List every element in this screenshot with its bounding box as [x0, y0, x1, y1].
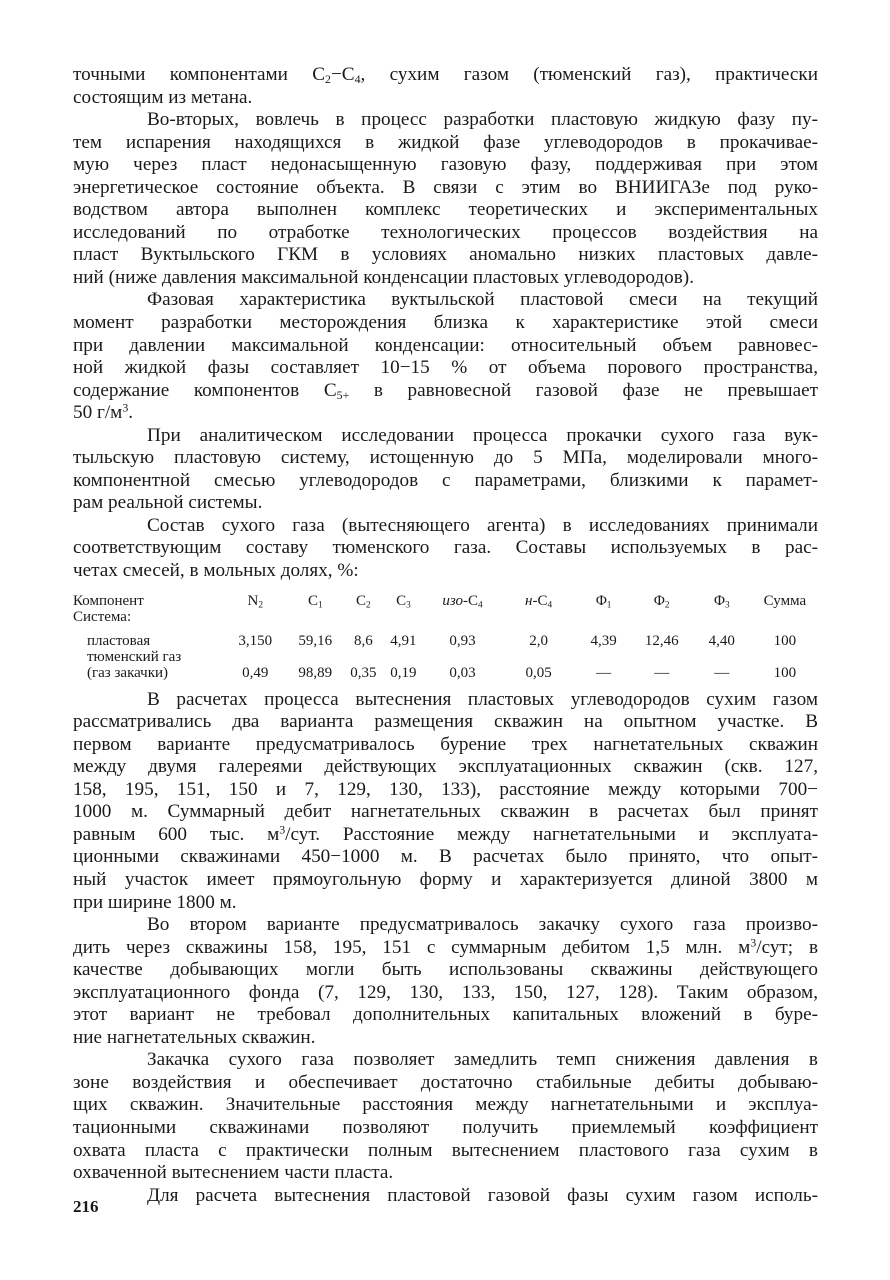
paragraph: [73, 64, 818, 109]
table-cell: 0,93: [449, 632, 476, 649]
table-cell: 100: [773, 632, 797, 649]
text-line: Для расчета вытеснения пластовой газовой фазы сухим газом исполь-: [147, 1184, 818, 1206]
paragraph: [73, 289, 818, 424]
table-cell: 8,6: [353, 632, 373, 649]
text-line: зоне воздействия и обеспечивает достаточно стабильные дебиты добываю-: [73, 1071, 818, 1093]
text-line: между двумя галереями действующих эксплуатационных скважин (скв. 127,: [73, 756, 818, 778]
text-line: равным 600 тыс. $м^3$/сут. Расстояние между нагнетательными и эксплуата-: [73, 823, 818, 845]
column-header: $н-C_4$: [525, 592, 553, 610]
text-line: при ширине 1800 м.: [73, 891, 237, 913]
table-row: [73, 625, 818, 649]
text-line: В расчетах процесса вытеснения пластовых углеводородов сухим газом: [147, 688, 818, 710]
text-line: ционными скважинами 450−1000 м. В расчетах было принято, что опыт-: [73, 846, 818, 868]
text-line: при давлении максимальной конденсации: относительный объем равновес-: [73, 334, 818, 356]
text-line: дить через скважины 158, 195, 151 с суммарным дебитом 1,5 млн. $м^3$/сут; в: [73, 936, 818, 958]
text-line: Закачка сухого газа позволяет замедлить темп снижения давления в: [147, 1049, 818, 1071]
paragraph: [73, 689, 818, 914]
text-line: соответствующим составу тюменского газа. Составы используемых в рас-: [73, 537, 818, 559]
paragraph: [73, 1185, 818, 1208]
column-header: $\Phi_1$: [595, 592, 612, 610]
text-line: Во-вторых, вовлечь в процесс разработки пластовую жидкую фазу пу-: [147, 109, 818, 131]
text-line: тыльскую пластовую систему, истощенную до 5 МПа, моделировали много-: [73, 447, 818, 469]
table-cell: —: [596, 664, 612, 681]
table-cell: 0,03: [449, 664, 476, 681]
text-line: этот вариант не требовал дополнительных капитальных вложений в буре-: [73, 1004, 818, 1026]
text-line: ние нагнетательных скважин.: [73, 1026, 316, 1048]
text-line: Во втором варианте предусматривалось закачку сухого газа произво-: [147, 914, 818, 936]
table-cell: 12,46: [644, 632, 679, 649]
column-header: $C_1$: [307, 592, 323, 610]
text-line: тационными скважинами позволяют получить приемлемый коэффициент: [73, 1116, 818, 1138]
column-header: $C_2$: [356, 592, 371, 610]
table-cell: 0,05: [525, 664, 552, 681]
table-section-row: [73, 609, 818, 625]
text-line: Фазовая характеристика вуктыльской пластовой смеси на текущий: [147, 289, 818, 311]
table-cell: —: [714, 664, 730, 681]
paragraph: [73, 425, 818, 515]
table-cell: 59,16: [298, 632, 333, 649]
composition-table: [73, 593, 818, 681]
table-cell: 2,0: [529, 632, 548, 649]
text-line: охвата пласта с практически полным вытеснением пластового газа сухим в: [73, 1139, 818, 1161]
table-cell: 4,91: [390, 632, 417, 649]
text-line: компонентной смесью углеводородов с параметрами, близкими к парамет-: [73, 469, 818, 491]
header-label: Компонент: [73, 592, 144, 609]
table-cell: 100: [773, 664, 797, 681]
text-line: щих скважин. Значительные расстояния между нагнетательными и эксплуа-: [73, 1094, 818, 1116]
paragraph: [73, 1049, 818, 1184]
text-line: мую через пласт недонасыщенную газовую фазу, поддерживая при этом: [73, 154, 818, 176]
text-line: ний (ниже давления максимальной конденсации пластовых углеводородов).: [73, 266, 694, 288]
text-line: исследований по отработке технологических процессов воздействия на: [73, 221, 818, 243]
paragraph: [73, 109, 818, 289]
text-line: точными компонентами $C_2-C_4$, сухим газом (тюменский газ), практически: [73, 64, 818, 86]
text-line: При аналитическом исследовании процесса прокачки сухого газа вук-: [147, 424, 818, 446]
table-cell: 0,19: [390, 664, 417, 681]
column-header: $C_3$: [396, 592, 411, 610]
table-cell: 98,89: [298, 664, 333, 681]
table-header-row: [73, 593, 818, 609]
table-row: [73, 649, 818, 681]
column-header: изо-$C_4$: [442, 592, 483, 610]
text-line: водством автора выполнен комплекс теоретических и экспериментальных: [73, 199, 818, 221]
table-cell: 0,35: [350, 664, 377, 681]
text-line: четах смесей, в мольных долях, %:: [73, 560, 359, 582]
row-label: тюменский газ (газ закачки): [87, 648, 182, 681]
text-line: качестве добывающих могли быть использованы скважины действующего: [73, 959, 818, 981]
text-line: 50 $г/м^3$.: [73, 402, 134, 424]
text-line: ной жидкой фазы составляет 10−15 % от объема порового пространства,: [73, 357, 818, 379]
section-label: Система:: [73, 608, 132, 625]
table-cell: 4,40: [708, 632, 735, 649]
text-before-table: [73, 64, 818, 583]
text-line: эксплуатационного фонда (7, 129, 130, 133, 150, 127, 128). Таким образом,: [73, 981, 818, 1003]
column-header: $N_2$: [247, 592, 263, 610]
paragraph: [73, 914, 818, 1049]
text-line: охваченной вытеснением части пласта.: [73, 1162, 394, 1184]
table-cell: 0,49: [242, 664, 269, 681]
text-line: ный участок имеет прямоугольную форму и характеризуется длиной 3800 м: [73, 868, 818, 890]
table-cell: 3,150: [238, 632, 273, 649]
text-line: 158, 195, 151, 150 и 7, 129, 130, 133), расстояние между которыми 700−: [73, 778, 818, 800]
page-body: [73, 64, 818, 1207]
text-line: 1000 м. Суммарный дебит нагнетательных скважин в расчетах был принят: [73, 801, 818, 823]
column-header: $\Phi_3$: [713, 592, 730, 610]
text-after-table: [73, 689, 818, 1208]
text-line: рам реальной системы.: [73, 492, 263, 514]
text-line: содержание компонентов $C_{5+}$ в равновесной газовой фазе не превышает: [73, 379, 818, 402]
text-line: тем испарения находящихся в жидкой фазе углеводородов в прокачивае-: [73, 131, 818, 153]
text-line: рассматривались два варианта размещения скважин на опытном участке. В: [73, 711, 818, 733]
table-cell: —: [654, 664, 670, 681]
paragraph: [73, 515, 818, 583]
page-number: 216: [73, 1197, 99, 1216]
table-cell: 4,39: [590, 632, 617, 649]
text-line: энергетическое состояние объекта. В связи с этим во ВНИИГАЗе под руко-: [73, 176, 818, 198]
text-line: пласт Вуктыльского ГКМ в условиях аномально низких пластовых давле-: [73, 244, 818, 266]
text-line: Состав сухого газа (вытесняющего агента) в исследованиях принимали: [147, 514, 818, 536]
row-label: пластовая: [87, 632, 151, 649]
text-line: первом варианте предусматривалось бурение трех нагнетательных скважин: [73, 733, 818, 755]
text-line: состоящим из метана.: [73, 86, 253, 108]
column-header: $\Phi_2$: [653, 592, 670, 610]
column-header: Сумма: [763, 592, 807, 609]
text-line: момент разработки месторождения близка к характеристике этой смеси: [73, 312, 818, 334]
